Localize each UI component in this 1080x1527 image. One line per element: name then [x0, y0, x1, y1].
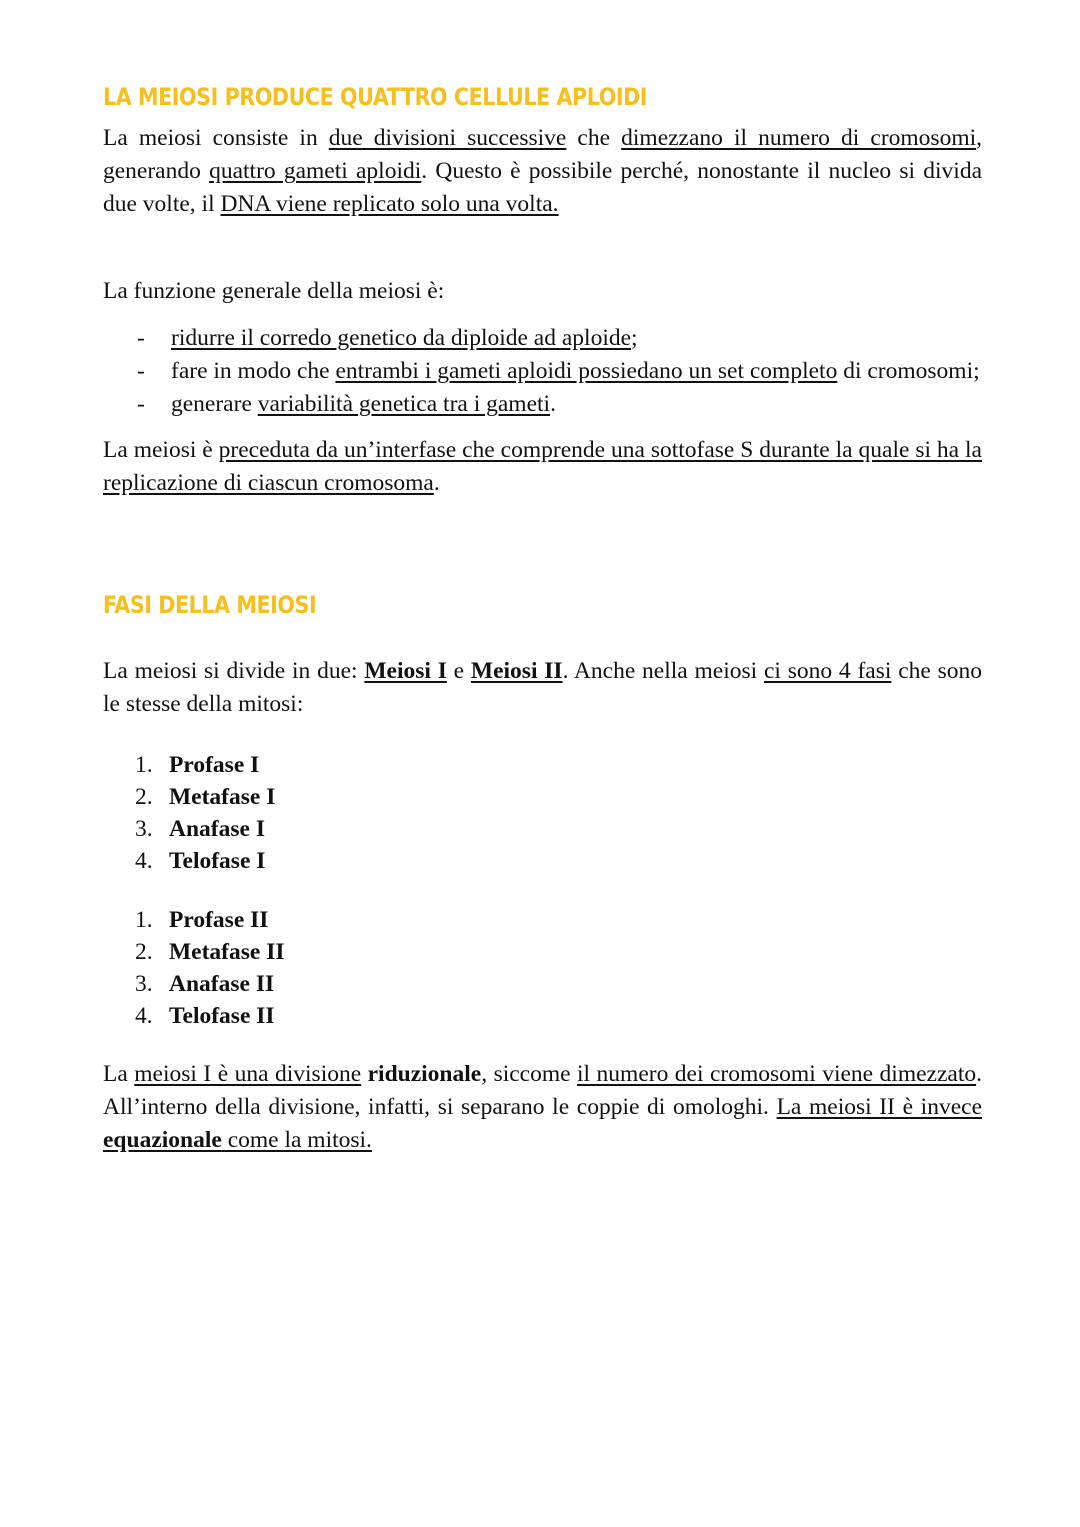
list-number: 2.: [135, 939, 153, 965]
phase-label: Metafase II: [169, 939, 285, 965]
phase-label: Telofase I: [169, 848, 266, 874]
section-heading-fasi: FASI DELLA MEIOSI: [103, 591, 317, 619]
text-run: e: [446, 658, 471, 684]
phase-list-item: [103, 781, 982, 813]
document-page: [103, 80, 982, 1157]
text-run: . Questo è possibile perché, nonostante il nucleo si divida due volte, il: [103, 158, 983, 217]
text-run: fare in modo che: [171, 358, 336, 384]
phase-list-meiosi-1: [103, 749, 982, 877]
phase-list-item: [103, 936, 982, 968]
text-run: , siccome: [481, 1061, 578, 1087]
text-run: La meiosi si divide in due:: [103, 658, 365, 684]
phase-list-meiosi-2: [103, 904, 982, 1032]
text-run: La meiosi consiste in: [103, 125, 329, 151]
phase-list-item: [103, 1000, 982, 1032]
phase-list-item: [103, 749, 982, 781]
bold-text: riduzionale: [367, 1061, 482, 1087]
phase-label: Profase II: [169, 907, 269, 933]
underlined-text: il numero dei cromosomi viene dimezzato: [577, 1061, 977, 1087]
underlined-text: ci sono 4 fasi: [763, 658, 892, 684]
underlined-text: ridurre il corredo genetico da diploide ad aploide: [171, 325, 632, 351]
bold-underlined-text: Meiosi I: [364, 658, 447, 684]
phase-label: Anafase II: [169, 971, 275, 997]
bullet-dash: -: [137, 325, 145, 351]
list-number: 2.: [135, 784, 153, 810]
bold-underlined-text: Meiosi II: [470, 658, 563, 684]
list-number: 3.: [135, 816, 153, 842]
phase-label: Anafase I: [169, 816, 265, 842]
bullet-item: [103, 355, 982, 388]
text-run: ;: [631, 325, 638, 351]
phase-label: Metafase I: [169, 784, 276, 810]
underlined-text: preceduta da un’interfase che comprende una sottofase S durante la quale si ha la replicazione di ciascun cromosoma: [103, 437, 982, 496]
list-number: 1.: [135, 907, 153, 933]
list-number: 1.: [135, 752, 153, 778]
underlined-text: due divisioni successive: [328, 125, 567, 151]
text-run: . All’interno della divisione, infatti, si separano le coppie di omologhi.: [103, 1061, 982, 1120]
paragraph-function-intro: La funzione generale della meiosi è:: [103, 278, 445, 304]
paragraph-interfase: [103, 434, 982, 500]
paragraph-fasi-intro: [103, 655, 982, 721]
text-run: generare: [171, 391, 258, 417]
list-number: 3.: [135, 971, 153, 997]
phase-list-item: [103, 845, 982, 877]
underlined-text: dimezzano il numero di cromosomi: [621, 125, 977, 151]
section-heading-meiosi: LA MEIOSI PRODUCE QUATTRO CELLULE APLOIDI: [103, 83, 648, 111]
phase-list-item: [103, 813, 982, 845]
underlined-text: entrambi i gameti aploidi possiedano un set completo: [335, 358, 838, 384]
text-run: , generando: [103, 125, 982, 184]
underlined-text: La meiosi II è invece: [776, 1094, 982, 1120]
text-run: . Anche nella meiosi: [562, 658, 764, 684]
underlined-text: DNA viene replicato solo una volta.: [220, 191, 559, 217]
list-number: 4.: [135, 1003, 153, 1029]
text-run: La meiosi è: [103, 437, 219, 463]
text-run: di cromosomi;: [837, 358, 980, 384]
function-bullet-list: [103, 322, 982, 421]
list-number: 4.: [135, 848, 153, 874]
paragraph-intro: [103, 122, 982, 221]
phase-label: Profase I: [169, 752, 260, 778]
bullet-item: [103, 388, 982, 421]
text-run: che sono le stesse della mitosi:: [103, 658, 982, 717]
text-run: .: [433, 470, 440, 496]
text-run: .: [550, 391, 556, 417]
phase-list-item: [103, 968, 982, 1000]
text-run: La: [103, 1061, 135, 1087]
bold-underlined-text: equazionale: [103, 1127, 222, 1153]
underlined-text: come la mitosi.: [221, 1127, 372, 1153]
phase-list-item: [103, 904, 982, 936]
text-run: che: [566, 125, 622, 151]
phase-label: Telofase II: [169, 1003, 275, 1029]
underlined-text: meiosi I è una divisione: [134, 1061, 362, 1087]
paragraph-riduzionale: [103, 1058, 982, 1157]
underlined-text: variabilità genetica tra i gameti: [257, 391, 551, 417]
bullet-dash: -: [137, 358, 145, 384]
bullet-dash: -: [137, 391, 145, 417]
underlined-text: quattro gameti aploidi: [209, 158, 422, 184]
bullet-item: [103, 322, 982, 355]
